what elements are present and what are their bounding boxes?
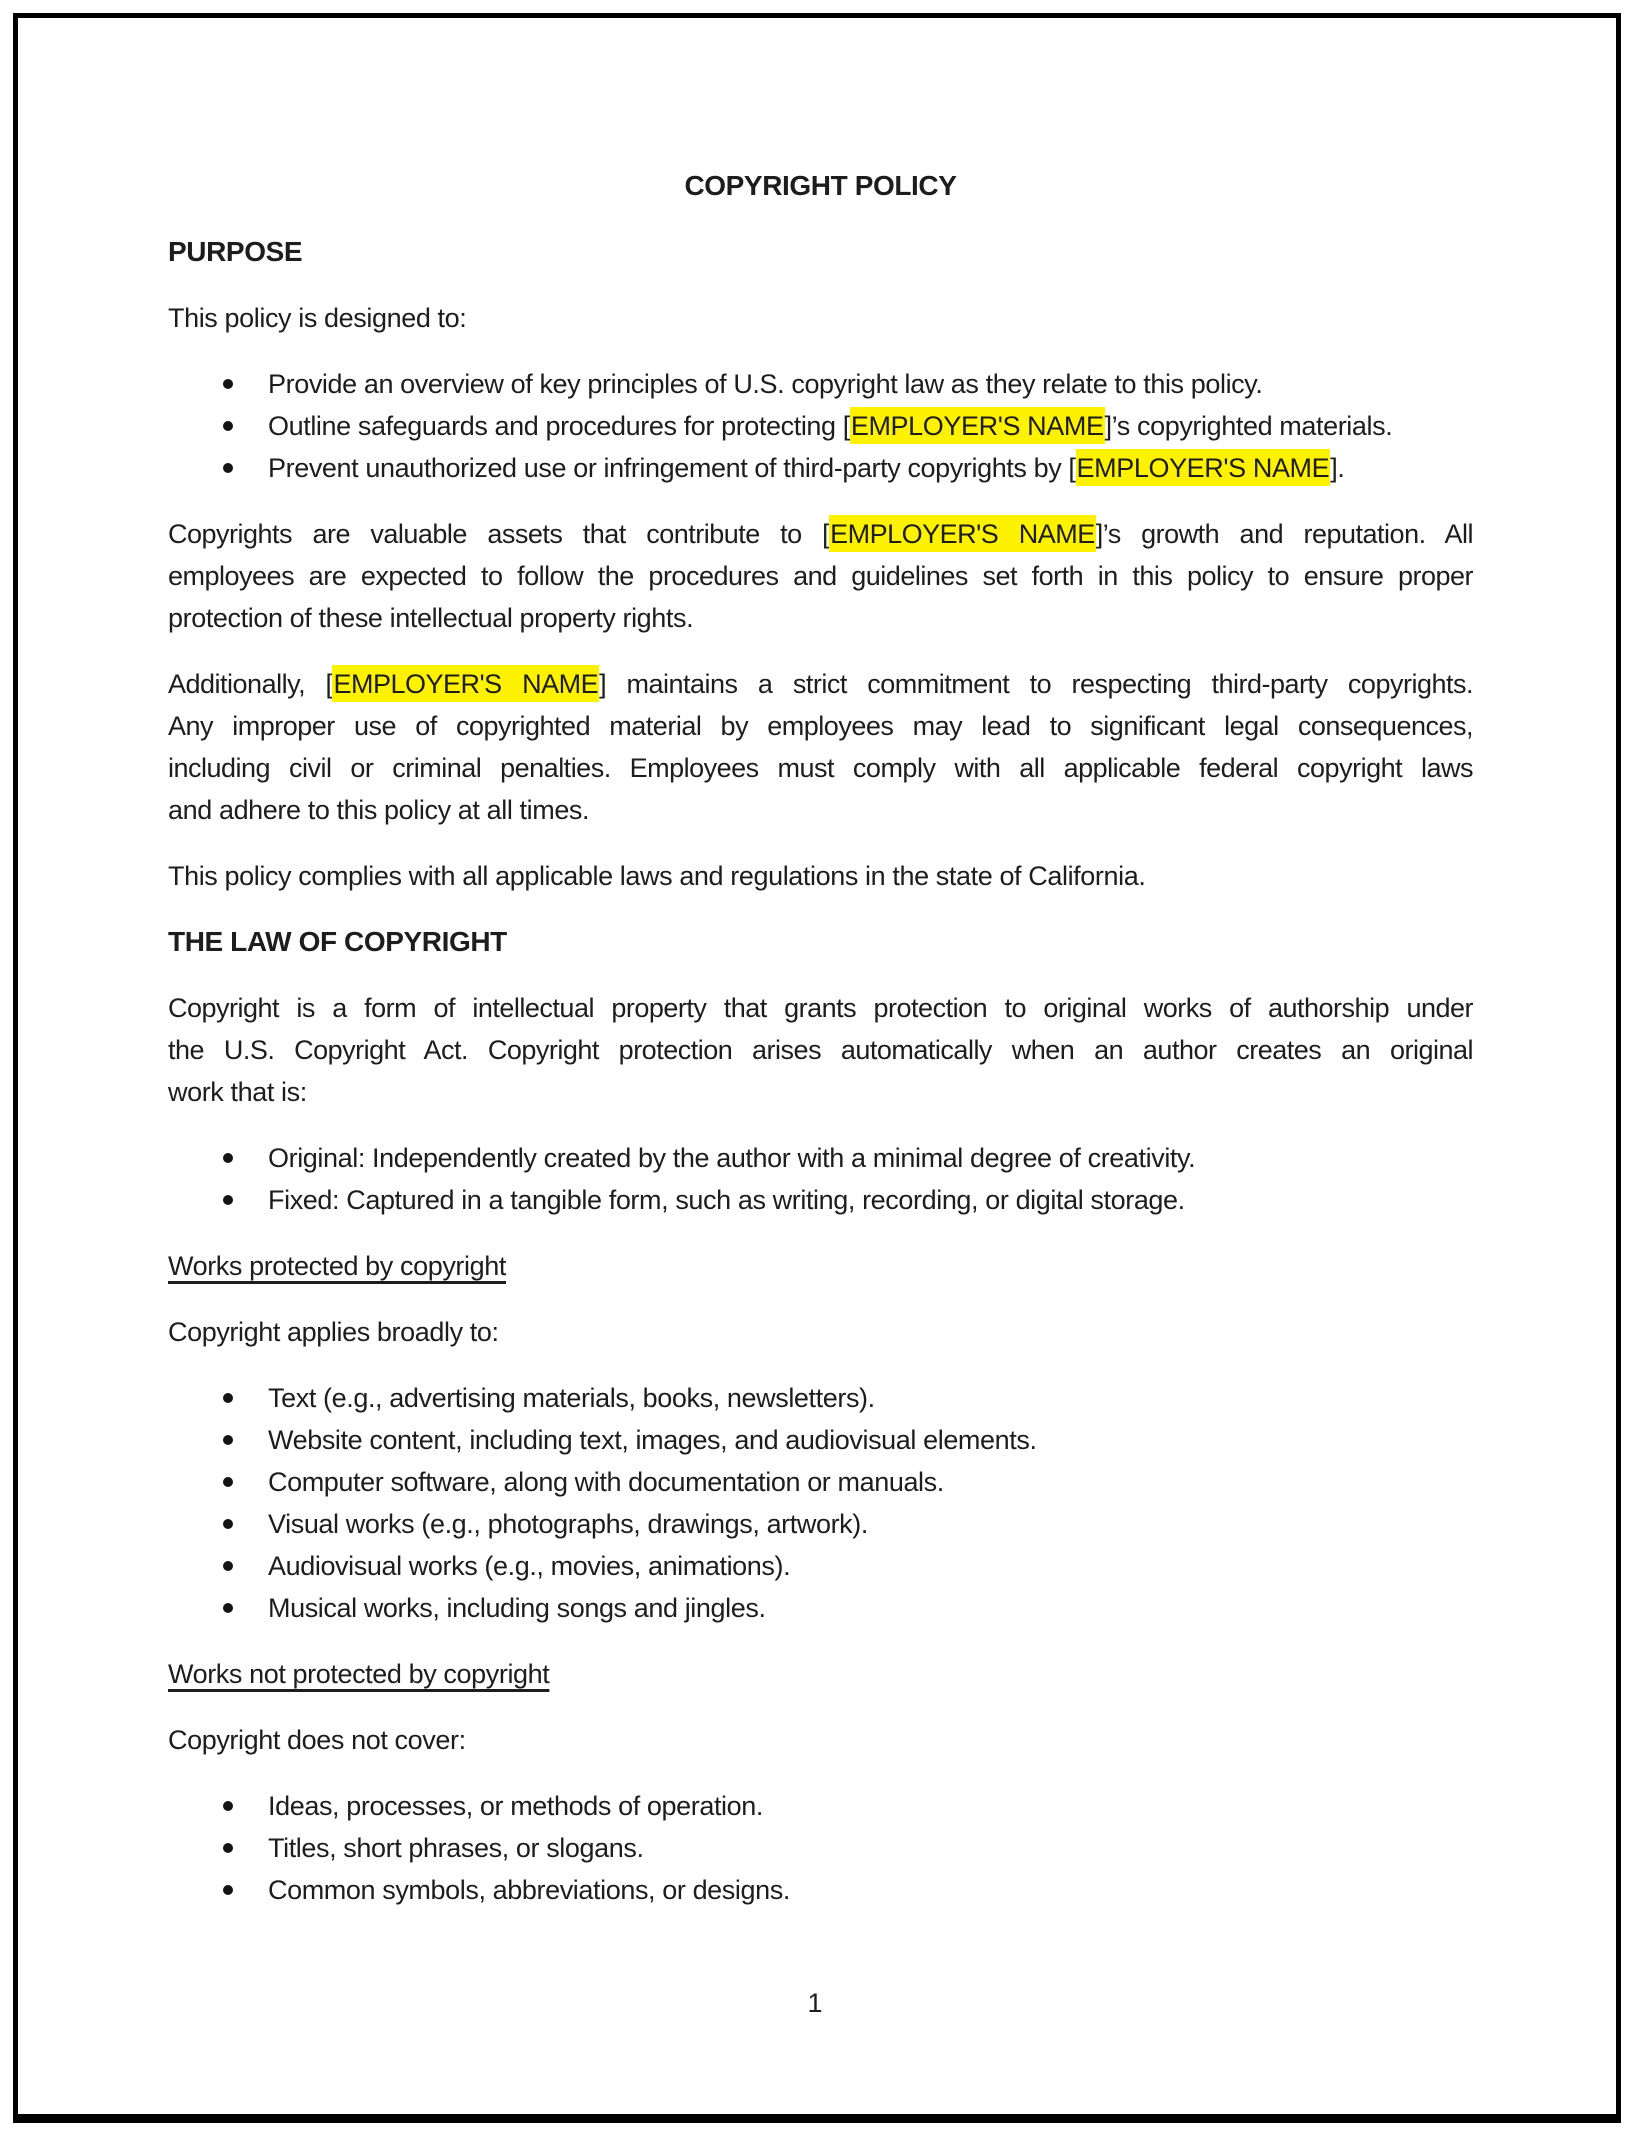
bullet-item: Visual works (e.g., photographs, drawings, artwork). <box>168 1503 1473 1545</box>
paragraph-line: and adhere to this policy at all times. <box>168 795 590 825</box>
paragraph: This policy is designed to: <box>168 303 467 333</box>
document-title: COPYRIGHT POLICY <box>684 170 957 201</box>
paragraph-line: including civil or criminal penalties. Employees must comply with all applicable federal copyright laws <box>168 753 1473 783</box>
bullet-item: Titles, short phrases, or slogans. <box>168 1827 1473 1869</box>
bullet-list <box>168 1377 1473 1629</box>
paragraph-justified <box>168 513 1473 639</box>
section-heading: PURPOSE <box>168 236 303 267</box>
paragraph: Copyright does not cover: <box>168 1725 466 1755</box>
bullet-list <box>168 1137 1473 1221</box>
paragraph-line: employees are expected to follow the procedures and guidelines set forth in this policy to ensure proper <box>168 561 1473 591</box>
subsection-heading: Works protected by copyright <box>168 1251 506 1281</box>
paragraph-line: protection of these intellectual property rights. <box>168 603 694 633</box>
bullet-item: Common symbols, abbreviations, or designs. <box>168 1869 1473 1911</box>
bullet-list <box>168 363 1473 489</box>
section-heading: THE LAW OF COPYRIGHT <box>168 926 507 957</box>
document-body <box>168 231 1473 1911</box>
bullet-item: Provide an overview of key principles of U.S. copyright law as they relate to this policy. <box>168 363 1473 405</box>
bullet-item: Prevent unauthorized use or infringement of third-party copyrights by [EMPLOYER'S NAME]. <box>168 447 1473 489</box>
bullet-list <box>168 1785 1473 1911</box>
paragraph-line: Copyright is a form of intellectual property that grants protection to original works of authorship under <box>168 993 1473 1023</box>
employer-name-highlight: EMPLOYER'S NAME <box>332 665 599 702</box>
paragraph-line: Copyrights are valuable assets that contribute to [EMPLOYER'S NAME]’s growth and reputation. All <box>168 513 1473 555</box>
page-number: 1 <box>807 1988 823 2018</box>
paragraph-line: Additionally, [EMPLOYER'S NAME] maintains a strict commitment to respecting third-party copyrights. <box>168 663 1473 705</box>
bullet-item: Outline safeguards and procedures for protecting [EMPLOYER'S NAME]’s copyrighted materials. <box>168 405 1473 447</box>
document-content <box>168 0 1473 1935</box>
paragraph-line: Any improper use of copyrighted material by employees may lead to significant legal consequences, <box>168 711 1473 741</box>
bullet-item: Fixed: Captured in a tangible form, such as writing, recording, or digital storage. <box>168 1179 1473 1221</box>
employer-name-highlight: EMPLOYER'S NAME <box>1076 449 1331 486</box>
paragraph-line: the U.S. Copyright Act. Copyright protection arises automatically when an author creates an original <box>168 1035 1473 1065</box>
paragraph: This policy complies with all applicable laws and regulations in the state of California. <box>168 861 1146 891</box>
bullet-item: Musical works, including songs and jingles. <box>168 1587 1473 1629</box>
subsection-heading: Works not protected by copyright <box>168 1659 550 1689</box>
bullet-item: Website content, including text, images, and audiovisual elements. <box>168 1419 1473 1461</box>
bullet-item: Original: Independently created by the author with a minimal degree of creativity. <box>168 1137 1473 1179</box>
paragraph-justified <box>168 663 1473 831</box>
paragraph-justified <box>168 987 1473 1113</box>
bullet-item: Text (e.g., advertising materials, books, newsletters). <box>168 1377 1473 1419</box>
paragraph: Copyright applies broadly to: <box>168 1317 499 1347</box>
employer-name-highlight: EMPLOYER'S NAME <box>829 515 1096 552</box>
bullet-item: Ideas, processes, or methods of operation. <box>168 1785 1473 1827</box>
bullet-item: Audiovisual works (e.g., movies, animations). <box>168 1545 1473 1587</box>
bullet-item: Computer software, along with documentation or manuals. <box>168 1461 1473 1503</box>
employer-name-highlight: EMPLOYER'S NAME <box>850 407 1105 444</box>
paragraph-line: work that is: <box>168 1077 307 1107</box>
